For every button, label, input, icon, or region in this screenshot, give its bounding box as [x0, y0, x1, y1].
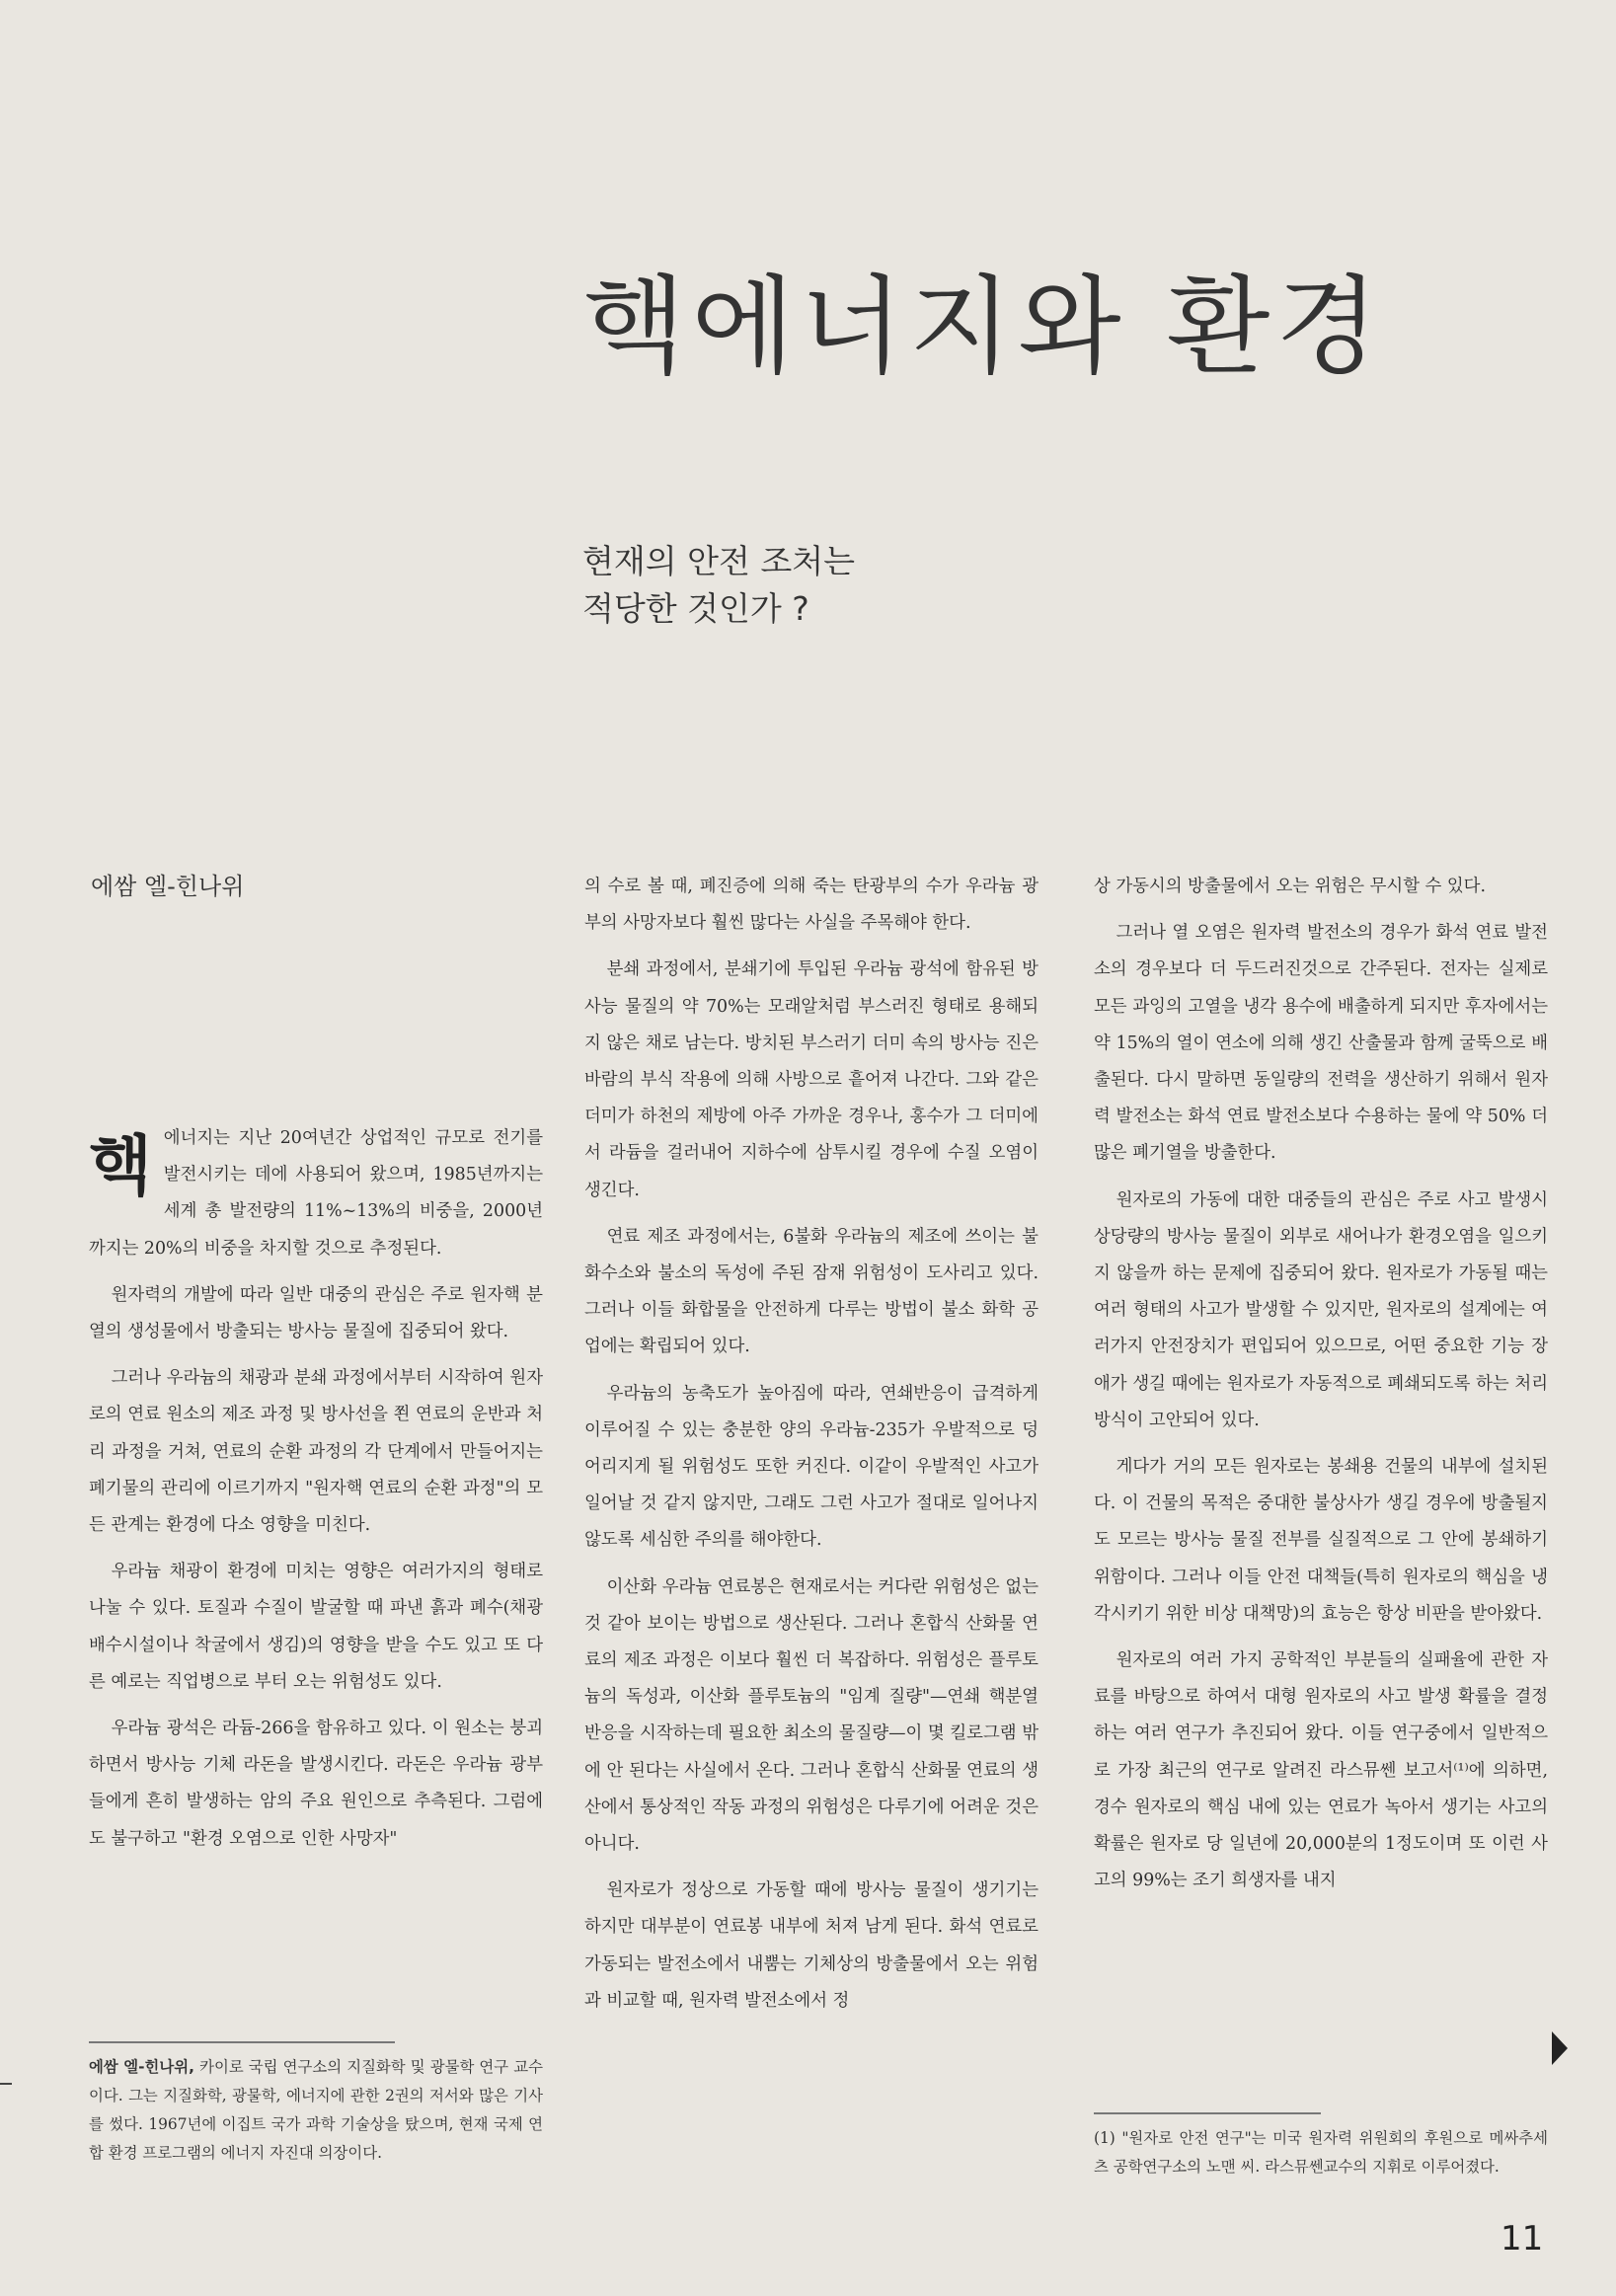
- footnote: (1) "원자로 안전 연구"는 미국 원자력 위원회의 후원으로 메싸추세츠 공학연구소의 노맨 씨. 라스뮤쎈교수의 지휘로 이루어졌다.: [1094, 2129, 1548, 2176]
- paragraph: [89, 1120, 543, 1267]
- paragraph: 우라늄의 농축도가 높아짐에 따라, 연쇄반응이 급격하게 이루어질 수 있는 충분한 양의 우라늄-235가 우발적으로 덩어리지게 될 위험성도 또한 커진다. 이같이 우발적인 사고가 일어날 것 같지 않지만, 그래도 그런 사고가 절대로 일어나지 않도록 세심한 주의를 해야한다.: [584, 1383, 1039, 1551]
- paragraph: 원자로가 정상으로 가동할 때에 방사능 물질이 생기기는 하지만 대부분이 연료봉 내부에 처져 남게 된다. 화석 연료로 가동되는 발전소에서 내뿜는 기체상의 방출물에서 오는 위험과 비교할 때, 원자력 발전소에서 정: [584, 1880, 1039, 2011]
- bio-divider: [89, 2041, 395, 2043]
- paragraph: 그러나 열 오염은 원자력 발전소의 경우가 화석 연료 발전소의 경우보다 더 두드러진것으로 간주된다. 전자는 실제로 모든 과잉의 고열을 냉각 용수에 배출하게 되지만 후자에서는 약 15%의 열이 연소에 의해 생긴 산출물과 함께 굴뚝으로 배출된다. 다시 말하면 동일량의 전력을 생산하기 위해서 원자력 발전소는 화석 연료 발전소보다 수용하는 물에 약 50% 더 많은 폐기열을 방출한다.: [1094, 923, 1548, 1164]
- paragraph-text: 에너지는 지난 20여년간 상업적인 규모로 전기를 발전시키는 데에 사용되어 왔으며, 1985년까지는 세계 총 발전량의 11%~13%의 비중을, 2000년 까지는 20%의 비중을 차지할 것으로 추정된다.: [89, 1128, 543, 1259]
- paragraph: 의 수로 볼 때, 폐진증에 의해 죽는 탄광부의 수가 우라늄 광부의 사망자보다 훨씬 많다는 사실을 주목해야 한다.: [584, 877, 1039, 934]
- footnote-divider: [1094, 2112, 1321, 2114]
- paragraph: 상 가동시의 방출물에서 오는 위험은 무시할 수 있다.: [1094, 877, 1487, 896]
- paragraph: 우라늄 광석은 라듐-266을 함유하고 있다. 이 원소는 붕괴하면서 방사능 기체 라돈을 발생시킨다. 라돈은 우라늄 광부들에게 흔히 발생하는 암의 주요 원인으로 추측된다. 그럼에도 불구하고 "환경 오염으로 인한 사망자": [89, 1719, 543, 1849]
- paragraph: 우라늄 채광이 환경에 미치는 영향은 여러가지의 형태로 나눌 수 있다. 토질과 수질이 발굴할 때 파낸 흙과 폐수(채광 배수시설이나 착굴에서 생김)의 영향을 받을 수도 있고 또 다른 예로는 직업병으로 부터 오는 위험성도 있다.: [89, 1562, 543, 1692]
- author-byline: 에쌈 엘-힌나위: [91, 873, 245, 900]
- paragraph: 원자로의 여러 가지 공학적인 부분들의 실패율에 관한 자료를 바탕으로 하여서 대형 원자로의 사고 발생 확률을 결정하는 여러 연구가 추진되어 왔다. 이들 연구중에서 일반적으로 가장 최근의 연구로 알려진 라스뮤쎈 보고서⁽¹⁾에 의하면, 경수 원자로의 핵심 내에 있는 연료가 녹아서 생기는 사고의 확률은 원자로 당 일년에 20,000분의 1정도이며 또 이런 사고의 99%는 조기 희생자를 내지: [1094, 1650, 1549, 1891]
- drop-cap: 핵: [89, 1128, 152, 1204]
- column-2: [584, 869, 1039, 2029]
- paragraph: 원자력의 개발에 따라 일반 대중의 관심은 주로 원자핵 분열의 생성물에서 방출되는 방사능 물질에 집중되어 왔다.: [89, 1284, 543, 1342]
- subtitle-line-1: 현재의 안전 조처는: [582, 542, 856, 580]
- paragraph: 연료 제조 과정에서는, 6불화 우라늄의 제조에 쓰이는 불화수소와 불소의 독성에 주된 잠재 위험성이 도사리고 있다. 그러나 이들 화합물을 안전하게 다루는 방법이 불소 화학 공업에는 확립되어 있다.: [584, 1226, 1039, 1357]
- paragraph: 게다가 거의 모든 원자로는 봉쇄용 건물의 내부에 설치된다. 이 건물의 목적은 중대한 불상사가 생길 경우에 방출될지도 모르는 방사능 물질 전부를 실질적으로 그 안에 봉쇄하기 위함이다. 그러나 이들 안전 대책들(특히 원자로의 핵심을 냉각시키기 위한 비상 대책망)의 효능은 항상 비판을 받아왔다.: [1094, 1457, 1548, 1624]
- column-1: [89, 1120, 543, 1868]
- paragraph: 그러나 우라늄의 채광과 분쇄 과정에서부터 시작하여 원자로의 연료 원소의 제조 과정 및 방사선을 쬔 연료의 운반과 처리 과정을 거쳐, 연료의 순환 과정의 각 단계에서 만들어지는 폐기물의 관리에 이르기까지 "원자핵 연료의 순환 과정"의 모든 관계는 환경에 다소 영향을 미친다.: [89, 1368, 543, 1536]
- continue-arrow-icon: [1552, 2031, 1568, 2065]
- bio-name: 에쌈 엘-힌나위,: [89, 2058, 194, 2076]
- paragraph: 이산화 우라늄 연료봉은 현재로서는 커다란 위험성은 없는 것 같아 보이는 방법으로 생산된다. 그러나 혼합식 산화물 연료의 제조 과정은 이보다 훨씬 더 복잡하다. 위험성은 플루토늄의 독성과, 이산화 플루토늄의 "임계 질량"—연쇄 핵분열 반응을 시작하는데 필요한 최소의 물질량—이 몇 킬로그램 밖에 안 된다는 사실에서 온다. 그러나 혼합식 산화물 연료의 생산에서 통상적인 작동 과정의 위험성은 다루기에 어려운 것은 아니다.: [584, 1576, 1039, 1855]
- bio-text: 카이로 국립 연구소의 지질화학 및 광물학 연구 교수이다. 그는 지질화학, 광물학, 에너지에 관한 2권의 저서와 많은 기사를 썼다. 1967년에 이집트 국가 과학 기술상을 탔으며, 현재 국제 연합 환경 프로그램의 에너지 자진대 의장이다.: [89, 2058, 543, 2162]
- article-title: 핵에너지와 환경: [582, 266, 1385, 390]
- paragraph: 분쇄 과정에서, 분쇄기에 투입된 우라늄 광석에 함유된 방사능 물질의 약 70%는 모래알처럼 부스러진 형태로 용해되지 않은 채로 남는다. 방치된 부스러기 더미 속의 방사능 진은 바람의 부식 작용에 의해 사방으로 흩어져 나간다. 그와 같은 더미가 하천의 제방에 아주 가까운 경우나, 홍수가 그 더미에서 라듐을 걸러내어 지하수에 삼투시킬 경우에 수질 오염이 생긴다.: [584, 959, 1039, 1200]
- author-bio: [89, 2053, 543, 2168]
- subtitle-line-2: 적당한 것인가 ?: [582, 589, 809, 628]
- margin-mark: [0, 2083, 12, 2085]
- article-subtitle: [582, 538, 1076, 633]
- paragraph: 원자로의 가동에 대한 대중들의 관심은 주로 사고 발생시 상당량의 방사능 물질이 외부로 새어나가 환경오염을 일으키지 않을까 하는 문제에 집중되어 왔다. 원자로가 가동될 때는 여러 형태의 사고가 발생할 수 있지만, 원자로의 설계에는 여러가지 안전장치가 편입되어 있으므로, 어떤 중요한 기능 장애가 생길 때에는 원자로가 자동적으로 폐쇄되도록 하는 처리 방식이 고안되어 있다.: [1094, 1189, 1548, 1430]
- page-number: 11: [1501, 2219, 1544, 2258]
- column-3: [1094, 869, 1548, 1909]
